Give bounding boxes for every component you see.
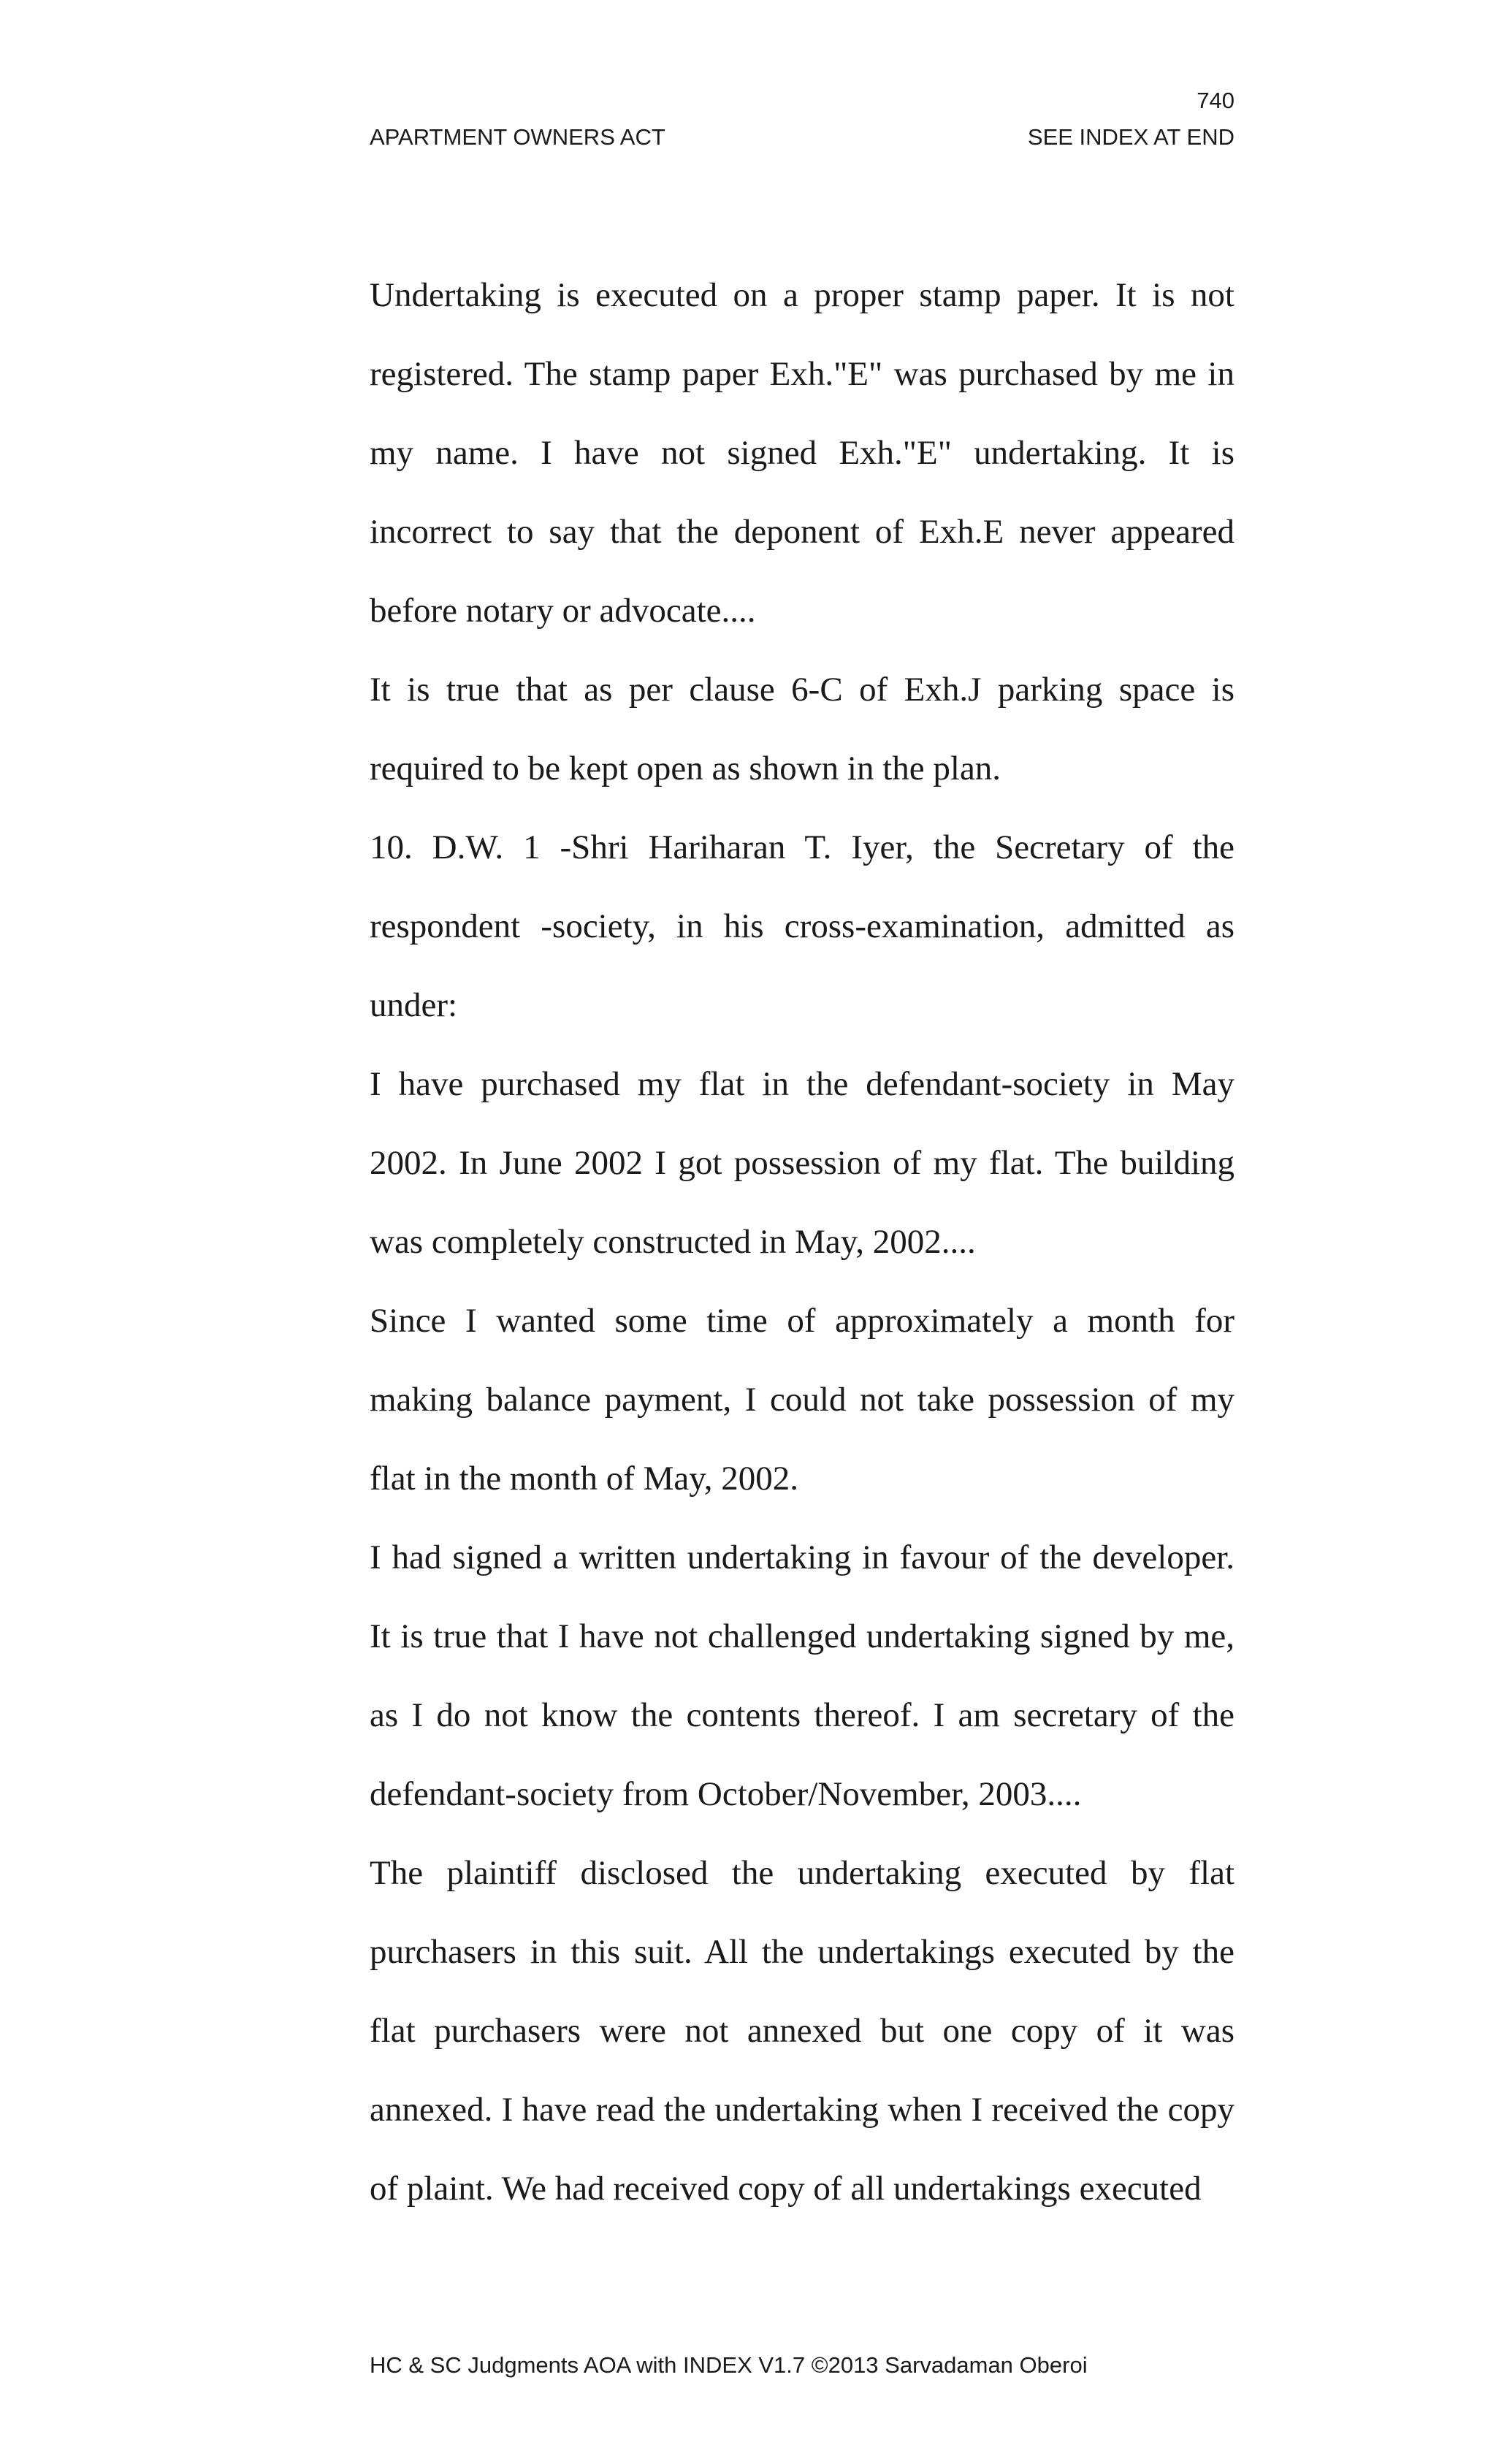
- paragraph: It is true that as per clause 6-C of Exh.J parking space is required to be kept open as shown in the plan.: [370, 671, 1234, 787]
- paragraph: 10. D.W. 1 -Shri Hariharan T. Iyer, the Secretary of the respondent -society, in his cross-examination, admitted as under:: [370, 828, 1234, 1024]
- page-number: 740: [1197, 88, 1234, 113]
- paragraph: I had signed a written undertaking in favour of the developer. It is true that I have not challenged undertaking signed by me, as I do not know the contents thereof. I am secretary of the defendant-society from October/November, 2003....: [370, 1538, 1234, 1813]
- page-footer: HC & SC Judgments AOA with INDEX V1.7 ©2013 Sarvadaman Oberoi: [370, 2352, 1088, 2378]
- paragraph: Since I wanted some time of approximately a month for making balance payment, I could not take possession of my flat in the month of May, 2002.: [370, 1302, 1234, 1498]
- paragraph: The plaintiff disclosed the undertaking executed by flat purchasers in this suit. All the undertakings executed by the flat purchasers were not annexed but one copy of it was annexed. I have read the undertaking when I received the copy of plaint. We had received copy of all undertakings executed: [370, 1854, 1234, 2208]
- running-header-title: APARTMENT OWNERS ACT: [370, 124, 665, 150]
- paragraph: Undertaking is executed on a proper stamp paper. It is not registered. The stamp paper Exh."E" was purchased by me in my name. I have not signed Exh."E" undertaking. It is incorrect to say that the deponent of Exh.E never appeared before notary or advocate....: [370, 276, 1234, 630]
- running-header-index-note: SEE INDEX AT END: [1027, 124, 1234, 150]
- paragraph: I have purchased my flat in the defendant-society in May 2002. In June 2002 I got possession of my flat. The building was completely constructed in May, 2002....: [370, 1065, 1234, 1261]
- document-body: [370, 256, 1234, 2228]
